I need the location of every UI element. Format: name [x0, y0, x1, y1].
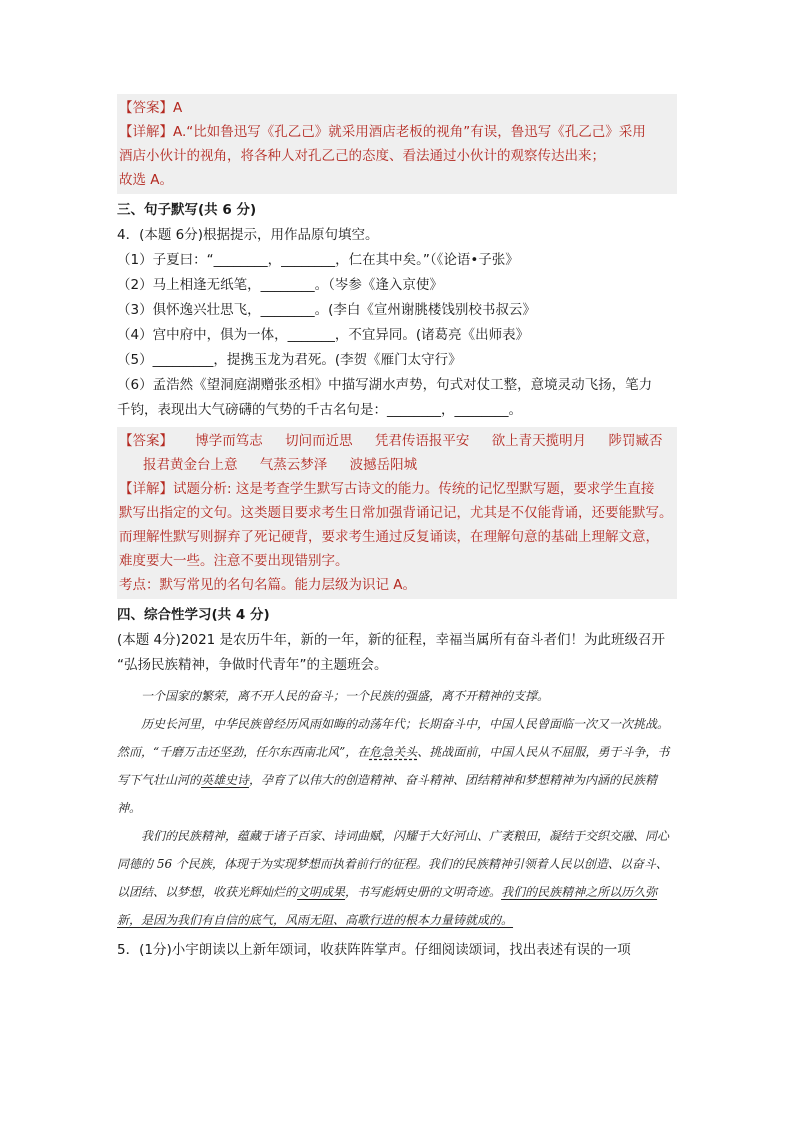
question-4-title: 4．(本题 6分)根据提示，用作品原句填空。	[117, 227, 379, 243]
essay-paragraph-3	[117, 822, 677, 934]
essay-paragraph-1: 一个国家的繁荣，离不开人民的奋斗；一个民族的强盛，离不开精神的支撑。	[141, 689, 550, 703]
question-4-item-5: （5）_________，提携玉龙为君死。(李贺《雁门太守行》	[117, 352, 462, 368]
detail-line: 默写出指定的文句。这类题目要求考生日常加强背诵记记，尤其是不仅能背诵，还要能默写。	[119, 505, 673, 521]
essay-text: 又一次挑战。然而，“千磨万击还坚劲，任尔东西南北风”，在	[117, 717, 670, 759]
essay-text: 团结精神和梦想精神为内涵的民族精神。	[117, 773, 658, 815]
detail-line: 难度要大一些。注意不要出现错别字。	[119, 553, 349, 569]
answer-item: 报君黄金台上意	[143, 457, 238, 473]
answer-row-2	[119, 453, 675, 477]
answer-item: 博学而笃志	[195, 433, 263, 449]
section-heading-3: 三、句子默写(共 6 分)	[117, 202, 257, 218]
essay-text: 、挑战面前，中国人	[417, 745, 526, 759]
essay-text: 历史长河里，中华民族曾经历风雨如晦的动荡年代；长期奋斗中，中国人民曾面临一次	[141, 717, 598, 731]
essay-text: 织交融、同心同德的 56 个民族，体现于为实现梦想而执着前行的征程。我们的民族精神引	[117, 829, 670, 871]
section-heading-4: 四、综合性学习(共 4 分)	[117, 607, 270, 623]
essay-text: ，孕育了以伟大的创造精神、奋斗精神、	[249, 773, 466, 787]
answer-block-q3	[117, 94, 677, 194]
answer-item: 波撼岳阳城	[349, 457, 418, 473]
detail-line: 而理解性默写则摒弃了死记硬背，要求考生通过反复诵读，在理解句意的基础上理解文意，	[119, 529, 659, 545]
answer-label: 【答案】A	[119, 100, 183, 116]
answer-item: 凭君传语报平安	[374, 433, 470, 449]
question-4-item-3: （3）俱怀逸兴壮思飞，________。(李白《宣州谢朓楼饯别校书叔云》	[117, 302, 536, 318]
question-5-title: 5．(1分)小宇朗读以上新年颂词，收获阵阵掌声。仔细阅读颂词，找出表述有误的一项	[117, 942, 631, 958]
detail-line: 【详解】试题分析: 这是考查学生默写古诗文的能力。传统的记忆型默写题，要求学生直接	[119, 481, 655, 497]
essay-text: 领着人民以创造、以奋斗、以团结、以梦想，收获光辉灿烂的	[117, 857, 668, 899]
essay-text: ，书写彪炳史册的文	[345, 885, 454, 899]
detail-line: 酒店小伙计的视角，将各种人对孔乙己的态度、看法通过小伙计的观察传达出来；	[119, 148, 605, 164]
answer-item: 气蒸云梦泽	[259, 457, 328, 473]
question-4-item-2: （2）马上相逢无纸笔，________。（岑参《逢入京使》	[117, 277, 443, 293]
question-4-item-4: （4）宫中府中，俱为一体，_______，不宜异同。(诸葛亮《出师表》	[117, 327, 530, 343]
question-4-item-1: （1）子夏曰：“________，________，仁在其中矣。”（《论语•子张》	[117, 252, 519, 268]
new-year-speech	[117, 682, 677, 934]
essay-text: 明奇迹。	[453, 885, 502, 899]
kaodian-line: 考点：默写常见的名句名篇。能力层级为识记 A。	[119, 577, 417, 593]
answer-label: 【答案】	[119, 433, 173, 449]
detail-line: 故选 A。	[119, 172, 174, 188]
underlined-phrase: 危急关头	[369, 745, 418, 759]
underlined-phrase: 文明成果	[297, 885, 346, 899]
answer-row-1	[119, 429, 675, 453]
underlined-phrase: 英雄史诗	[201, 773, 250, 787]
detail-line: 【详解】A.“比如鲁迅写《孔乙己》就采用酒店老板的视角”有误，鲁迅写《孔乙己》采用	[119, 124, 646, 140]
question-4-item-6: （6）孟浩然《望洞庭湖赠张丞相》中描写湖水声势，句式对仗工整，意境灵动飞扬，笔力	[117, 377, 653, 393]
answer-item: 陟罚臧否	[608, 433, 663, 449]
document-page	[117, 94, 677, 963]
intro-line: (本题 4分)2021 是农历牛年，新的一年，新的征程，幸福当属所有奋斗者们！为此班级召开	[117, 632, 666, 648]
underlined-sentence: 我们的民族精神之所以历久弥新，是因为我们有自信的底气，风雨无阻、高歌行进	[117, 885, 658, 927]
essay-text: 民从不屈服，勇于斗争，书写下气壮山河的	[117, 745, 670, 787]
answer-block-q4	[117, 427, 677, 599]
intro-line: “弘扬民族精神，争做时代青年”的主题班会。	[117, 657, 388, 673]
essay-paragraph-2	[117, 710, 677, 822]
answer-item: 欲上青天揽明月	[491, 433, 587, 449]
question-4-item-6-cont: 千钧，表现出大气磅礴的气势的千古名句是：________，________。	[117, 402, 522, 418]
answer-item: 切问而近思	[285, 433, 353, 449]
underlined-sentence: 的根本力量铸就成的。	[393, 913, 514, 927]
essay-text: 我们的民族精神，蕴藏于诸子百家、诗词曲赋，闪耀于大好河山、广袤粮田，凝结于交	[141, 829, 598, 843]
